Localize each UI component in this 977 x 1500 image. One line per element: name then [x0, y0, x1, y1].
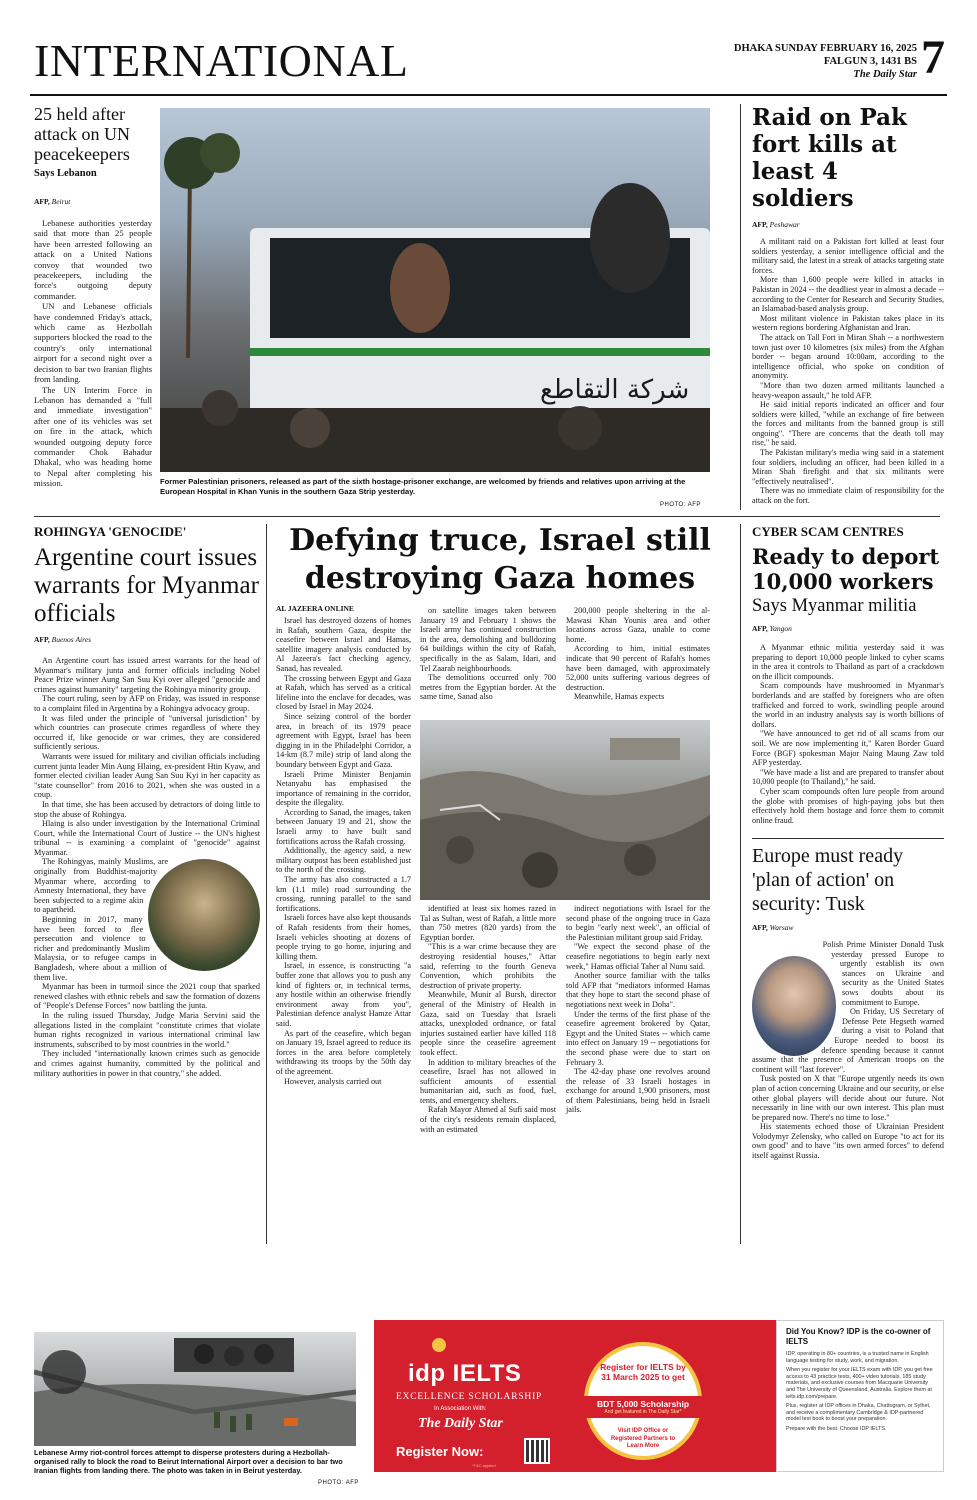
paragraph: The crossing between Egypt and Gaza at Rafah, which has served as a critical lifeline into the enclave for decades, was closed by Israel in May 2024. [276, 673, 411, 712]
badge-line-2 [584, 1396, 702, 1418]
paragraph: They included "internationally known crimes such as genocide and crimes against humanity, committed by the political and military authorities in power in that country," she added. [34, 1049, 260, 1078]
section-rule [34, 516, 940, 517]
paragraph: Meanwhile, Munir al Bursh, director general of the Ministry of Health in Gaza, said on Tuesday that Israeli attacks, unexploded ordnance, or fatal injuries sustained earlier have killed 118 people since the ceasefire agreement took effect. [420, 990, 556, 1057]
paragraph: Additionally, the agency said, a new military outpost has been established just to the north of the crossing. [276, 846, 411, 875]
protest-scene-graphic [34, 1332, 356, 1446]
paragraph: The Pakistan military's media wing said in a statement four soldiers, including an officer, had been killed in a Miran Shah firefight and that six militants were "effectively neutralised". [752, 448, 944, 486]
paragraph: More than 1,600 people were killed in attacks in Pakistan in 2024 -- the deadliest year in almost a decade -- according to the Center for Research and Security Studies, an Islamabad-based analysis group. [752, 275, 944, 314]
paragraph: Israeli Prime Minister Benjamin Netanyahu has emphasised the importance of remaining in the corridor, despite the illegality. [276, 769, 411, 808]
peacekeepers-subhead: Says Lebanon [34, 168, 97, 179]
rubble-graphic [420, 720, 710, 900]
cyber-scam-article [752, 524, 944, 825]
ad-fineprint: *T&C applied [472, 1463, 496, 1468]
ad-partner: The Daily Star [418, 1416, 503, 1431]
paragraph: The demolitions occurred only 700 metres from the Egyptian border. At the same time, Sanad also [420, 673, 556, 702]
idp-ielts-logo: idp IELTS [408, 1360, 522, 1387]
paragraph: Another source familiar with the talks told AFP that "mediators informed Hamas that they hope to start the second phase of negotiations next week in Doha". [566, 971, 710, 1009]
cyber-headline: Ready to deport 10,000 workers [752, 544, 940, 594]
paragraph: An Argentine court has issued arrest warrants for the head of Myanmar's military junta and former officials including Nobel Peace Prize winner Aung San Suu Kyi over alleged "genocide and crimes against humanity" targeting the Rohingya minority group. [34, 656, 260, 694]
page-number: 7 [921, 31, 945, 84]
donald-tusk-portrait [752, 956, 836, 1056]
paragraph: The court ruling, seen by AFP on Friday, was issued in response to a complaint filed in Argentina by a Rohingya advocacy group. [34, 694, 260, 713]
gaza-column-3-top [566, 606, 710, 702]
bangla-date: FALGUN 3, 1431 BS [823, 56, 917, 67]
ad-info-paragraph: Prepare with the best. Choose IDP IELTS. [786, 1425, 887, 1432]
paragraph: Scam compounds have mushroomed in Myanmar's borderlands and are staffed by foreigners who are often trafficked and forced to work, swindling people around the world in an industry analysts say is worth billions of dollars. [752, 681, 944, 729]
paragraph: Tusk posted on X that "Europe urgently needs its own plan of action concerning Ukraine and our security, or else other global players will decide about our future. Not necessarily in line with our own interest. This plan must be prepared now. There's no time to lose." [752, 1074, 944, 1122]
paragraph: Under the terms of the first phase of the ceasefire agreement brokered by Qatar, Egypt and the United States -- which came into effect on January 19 -- negotiations for the second phase were due to start on February 3. [566, 1009, 710, 1067]
svg-text:شركة التقاطع: شركة التقاطع [540, 375, 690, 405]
ielts-advertisement[interactable] [374, 1320, 776, 1472]
paragraph: His statements echoed those of Ukrainian President Volodymyr Zelensky, who called on Europe "to act for its own good" and to have "its own armed forces" to defend itself against Russia. [752, 1122, 944, 1161]
dateline [734, 42, 917, 81]
paragraph: Most militant violence in Pakistan takes place in its western regions bordering Afghanistan and Iran. [752, 313, 944, 333]
badge-line-4: Visit IDP Office or Registered Partners to Learn More [610, 1428, 676, 1449]
lebanon-photo-credit: PHOTO: AFP [318, 1480, 359, 1486]
paragraph: In that time, she has been accused by detractors of doing little to stop the abuse of Rohingya. [34, 799, 260, 819]
paragraph: He said initial reports indicated an officer and four soldiers were killed, "while an exchange of fire between the forces and militants from the banned group is still ongoing". "There are concerns that the death toll may rise," he said. [752, 400, 944, 448]
gaza-headline: Defying truce, Israel still destroying Gaza homes [289, 523, 711, 596]
scholarship-badge [584, 1342, 702, 1460]
section-rule [752, 838, 944, 839]
paragraph: The UN Interim Force in Lebanon has demanded a "full and immediate investigation" after one of its vehicles was set on fire in the attack, which wounded outgoing deputy force commander Chok Bahadur Dhakal, who was heading home to Nepal after completing his mission. [34, 384, 152, 489]
paragraph: identified at least six homes razed in Tal as Sultan, west of Rafah, a little more than 750 metres (820 yards) from the Egyptian border. [420, 904, 556, 942]
paragraph: Israel has destroyed dozens of homes in Rafah, southern Gaza, despite the ceasefire between Israel and Hamas, satellite imagery analysis conducted by Al Jazeera's fact checking agency, Sanad, has revealed. [276, 616, 411, 673]
gaza-byline: AL JAZEERA ONLINE [276, 604, 354, 613]
cyber-subhead: Says Myanmar militia [752, 596, 917, 616]
bus-scene-graphic [160, 108, 710, 472]
ad-info-paragraph: Plus, register at IDP offices in Dhaka, Chattogram, or Sylhet, and receive a complimentary Cambridge & IDP-partnered model test book to boost your preparation. [786, 1403, 931, 1423]
prisoner-release-photo [160, 108, 710, 472]
paragraph: The Rohingyas, mainly Muslims, are originally from Buddhist-majority Myanmar where, according to Amnesty International, they have been subjected to a regime akin to apartheid. [34, 857, 169, 915]
paragraph: Warrants were issued for military and civilian officials including current junta leader Min Aung Hlaing, ex-president Htin Kyaw, and former elected civilian leader Aung San Suu Kyi in her capacity as "state counsellor" from 2016 to 2021, when she was ousted in a coup. [34, 751, 260, 800]
brand-logo: The Daily Star [853, 69, 917, 80]
ielts-info-panel [776, 1320, 944, 1472]
paragraph: In the ruling issued Thursday, Judge Maria Servini said the allegations listed in the complaint "constitute crimes that violate human rights recognized in various international criminal law instruments, subscribed to by most countries in the world." [34, 1010, 260, 1049]
section-title: INTERNATIONAL [34, 35, 409, 86]
paragraph: Israel, in essence, is constructing "a buffer zone that allows you to push any kind of fighters or, in technical terms, any hostile within an otherwise friendly environment away from you", Palestinian defence analyst Hamze Attar said. [276, 961, 411, 1028]
pakistan-headline: Raid on Pak fort kills at least 4 soldiers [752, 104, 907, 212]
ad-info-paragraph: When you register for your IELTS exam with IDP, you get free access to 43 practice tests, 400+ video tutorials, 185 study materials, and exclusive courses from Macquarie University and The University of Queensland, Australia. Explore them at ielts.idp.com/prepare. [786, 1367, 933, 1400]
paragraph: "We have made a list and are prepared to transfer about 10,000 people (to Thailand)," he said. [752, 767, 944, 787]
paragraph: "We expect the second phase of the ceasefire negotiations to begin early next week," Hamas official Taher al Nunu said. [566, 942, 710, 971]
peacekeepers-headline: 25 held after attack on UN peacekeepers [34, 104, 130, 164]
paragraph: The army has also constructed a 1.7 km (1.1 mile) road surrounding the crossing, running parallel to the sand fortifications. [276, 875, 411, 913]
paragraph: Hlaing is also under investigation by the International Criminal Court, while the International Court of Justice -- the UN's highest tribunal -- is examining a complaint of "genocide" against Myanmar. [34, 819, 260, 857]
myanmar-court-body [34, 656, 260, 1078]
gaza-column-3-bottom [566, 904, 710, 1115]
europe-body [752, 940, 944, 1161]
paragraph: Lebanese authorities yesterday said that more than 25 people have been arrested following an attack on a United Nations convoy that wounded two peacekeepers, including the force's outgoing deputy commander. [34, 218, 152, 301]
paragraph: Since seizing control of the border area, in breach of its 1979 peace agreement with Egypt, Israel has been digging in in the Philadelphi Corridor, a 14-km (8.7 mile) strip of land along the boundary between Egypt and Gaza. [276, 711, 411, 769]
paragraph: The attack on Tall Fort in Miran Shah -- a northwestern town just over 10 kilometres (six miles) from the Afghan border -- began around 10:00am, according to the intelligence official, who spoke on condition of anonymity. [752, 332, 944, 381]
paragraph: According to him, initial estimates indicate that 90 percent of Rafah's homes have been damaged, with approximately 52,000 units suffering various degrees of destruction. [566, 644, 710, 692]
peacekeepers-body [34, 218, 152, 489]
cyber-body [752, 643, 944, 825]
top-photo-caption: Former Palestinian prisoners, released as part of the sixth hostage-prisoner exchange, are welcomed by friends and relatives upon arriving at the European Hospital in Khan Yunis in the southern Gaza Strip yesterday. [160, 477, 686, 496]
qr-code-icon[interactable] [524, 1438, 550, 1464]
myanmar-court-article [34, 524, 260, 644]
ad-program: EXCELLENCE SCHOLARSHIP [396, 1392, 543, 1402]
myanmar-court-headline: Argentine court issues warrants for Myanmar officials [34, 544, 259, 627]
paragraph: It was filed under the principle of "universal jurisdiction" by which countries can prosecute crimes regardless of where they occurred if, like genocide or war crimes, they are considered sufficiently serious. [34, 713, 260, 752]
paragraph: However, analysis carried out [284, 1076, 382, 1086]
paragraph: As part of the ceasefire, which began on January 19, Israel agreed to reduce its forces in the area before completely withdrawing its troops by the 50th day of the agreement. [276, 1028, 411, 1076]
paragraph: "This is a war crime because they are destroying residential houses," Attar said, referring to the fourth Geneva Convention, which prohibits the destruction of private property. [420, 942, 556, 990]
myanmar-court-byline: AFP, Buenos Aires [34, 635, 92, 644]
pakistan-byline: AFP, Peshawar [752, 220, 800, 229]
badge-scholarship-amount: BDT 5,000 Scholarship [596, 1399, 690, 1409]
paragraph: 200,000 people sheltering in the al-Mawasi Khan Younis area and other locations across Gaza, unable to come home. [566, 606, 710, 644]
peacekeepers-byline: AFP, Beirut [34, 197, 71, 206]
top-photo-credit: PHOTO: AFP [660, 502, 701, 508]
paragraph: Meanwhile, Hamas expects [574, 692, 665, 702]
badge-line-3: And get featured in The Daily Star* [604, 1409, 682, 1415]
paragraph: The 42-day phase one revolves around the release of 33 Israeli hostages in exchange for around 1,900 prisoners, most of them Palestinians, being held in Israeli jails. [566, 1067, 710, 1115]
cyber-kicker: CYBER SCAM CENTRES [752, 524, 904, 539]
pakistan-article [752, 104, 944, 506]
paragraph: According to Sanad, the images, taken between January 19 and 21, show the Israeli army to have built sand fortifications across the Rafah crossing. [276, 807, 411, 846]
ad-info-text [786, 1351, 934, 1433]
column-rule [740, 524, 741, 1244]
europe-headline: Europe must ready 'plan of action' on security: Tusk [752, 845, 904, 915]
paragraph: on satellite images taken between January 19 and February 1 shows the Israeli army has continued construction in the area, demolishing and bulldozing 64 buildings within the city of Rafah, specifically in the as Salam, Idari, and Tel Zaarab neighbourhoods. [420, 606, 556, 673]
paragraph: In addition to military breaches of the ceasefire, Israel has not allowed in sufficient amounts of essential humanitarian aid, such as food, fuel, tents, and emergency shelters. [420, 1057, 556, 1105]
column-rule [266, 524, 267, 1244]
europe-byline: AFP, Warsaw [752, 923, 794, 932]
beirut-protest-photo [34, 1332, 356, 1446]
paragraph: Rafah Mayor Ahmed al Sufi said most of the city's residents remain displaced, with an estimated [420, 1105, 556, 1134]
column-rule [740, 104, 741, 510]
badge-line-1: Register for IELTS by 31 March 2025 to get [600, 1362, 686, 1382]
rafah-rubble-photo [420, 720, 710, 900]
paragraph: Polish Prime Minister Donald Tusk yesterday pressed Europe to urgently establish its own stances on Ukraine and security as the United States sows doubts about its commitment to Europe. [822, 940, 944, 1007]
pakistan-body [752, 237, 944, 506]
gaza-column-1 [276, 616, 411, 1086]
paragraph: Israeli forces have also kept thousands of Rafah residents from their homes, Israeli vehicles shooting at dozens of people trying to go home, injuring and killing them. [276, 913, 411, 961]
paragraph: "More than two dozen armed militants launched a heavy-weapon assault," he told AFP. [752, 380, 944, 400]
paragraph: Cyber scam compounds often lure people from around the globe with promises of high-paying jobs but then effectively hold them hostage and force them to commit online fraud. [752, 786, 944, 825]
myanmar-court-kicker: ROHINGYA 'GENOCIDE' [34, 524, 187, 539]
did-you-know-heading: Did You Know? IDP is the co-owner of IELTS [786, 1327, 931, 1346]
paragraph: Myanmar has been in turmoil since the 2021 coup that sparked renewed clashes with ethnic rebels and saw the formation of dozens of "People's Defense Forces" now battling the junta. [34, 982, 260, 1011]
trophy-icon [432, 1338, 446, 1352]
paragraph: Beginning in 2017, many have been forced to flee persecution and violence to richer and predominantly Muslim Malaysia, or to refugee camps in Bangladesh, where about a million of them live. [34, 915, 167, 982]
peacekeepers-article [34, 104, 152, 489]
date: DHAKA SUNDAY FEBRUARY 16, 2025 [733, 43, 917, 54]
paragraph: On Friday, US Secretary of Defense Pete Hegseth warned during a visit to Poland that Europe needed to boost its defence spending because it cannot assume that the presence of American troops on the continent will "last forever". [752, 1007, 944, 1074]
paragraph: There was no immediate claim of responsibility for the attack on the fort. [752, 486, 944, 506]
cyber-byline: AFP, Yangon [752, 624, 792, 633]
ad-info-paragraph: IDP, operating in 80+ countries, is a trusted name in English language testing for study, work, and migration. [786, 1351, 929, 1364]
paragraph: A militant raid on a Pakistan fort killed at least four soldiers yesterday, a senior intelligence official and the military said, the latest in a streak of attacks targeting state forces. [752, 237, 944, 275]
gaza-column-2-bottom [420, 904, 556, 1134]
europe-article [752, 844, 944, 1161]
register-now-label: Register Now: [396, 1444, 484, 1459]
min-aung-hlaing-portrait [148, 859, 260, 971]
paragraph: "We have announced to get rid of all scams from our soil. We are now implementing it," Karen Border Guard Force (BGF) spokesman Major Naing Maung Zaw told AFP yesterday. [752, 729, 944, 768]
paragraph: UN and Lebanese officials have condemned Friday's attack, which came as Hezbollah supporters blocked the road to the country's only international airport for a second night over a decision to bar two Iranian flights from landing. [34, 301, 152, 385]
lebanon-photo-caption: Lebanese Army riot-control forces attempt to disperse protesters during a Hezbollah-organised rally to block the road to Beirut International Airport over a decision to bar two Iranian flights from landing there. The photo was taken in in Beirut yesterday. [34, 1448, 343, 1475]
masthead-rule [30, 94, 947, 96]
gaza-column-2-top [420, 606, 556, 702]
paragraph: A Myanmar ethnic militia yesterday said it was preparing to deport 10,000 people linked to cyber scams in the area it controls to Thailand as part of a crackdown on the illicit compounds. [752, 643, 944, 681]
paragraph: indirect negotiations with Israel for the second phase of the ongoing truce in Gaza to begin "early next week", an official of the Palestinian militant group said Friday. [566, 904, 710, 942]
ad-association: In Association With: [434, 1406, 487, 1412]
